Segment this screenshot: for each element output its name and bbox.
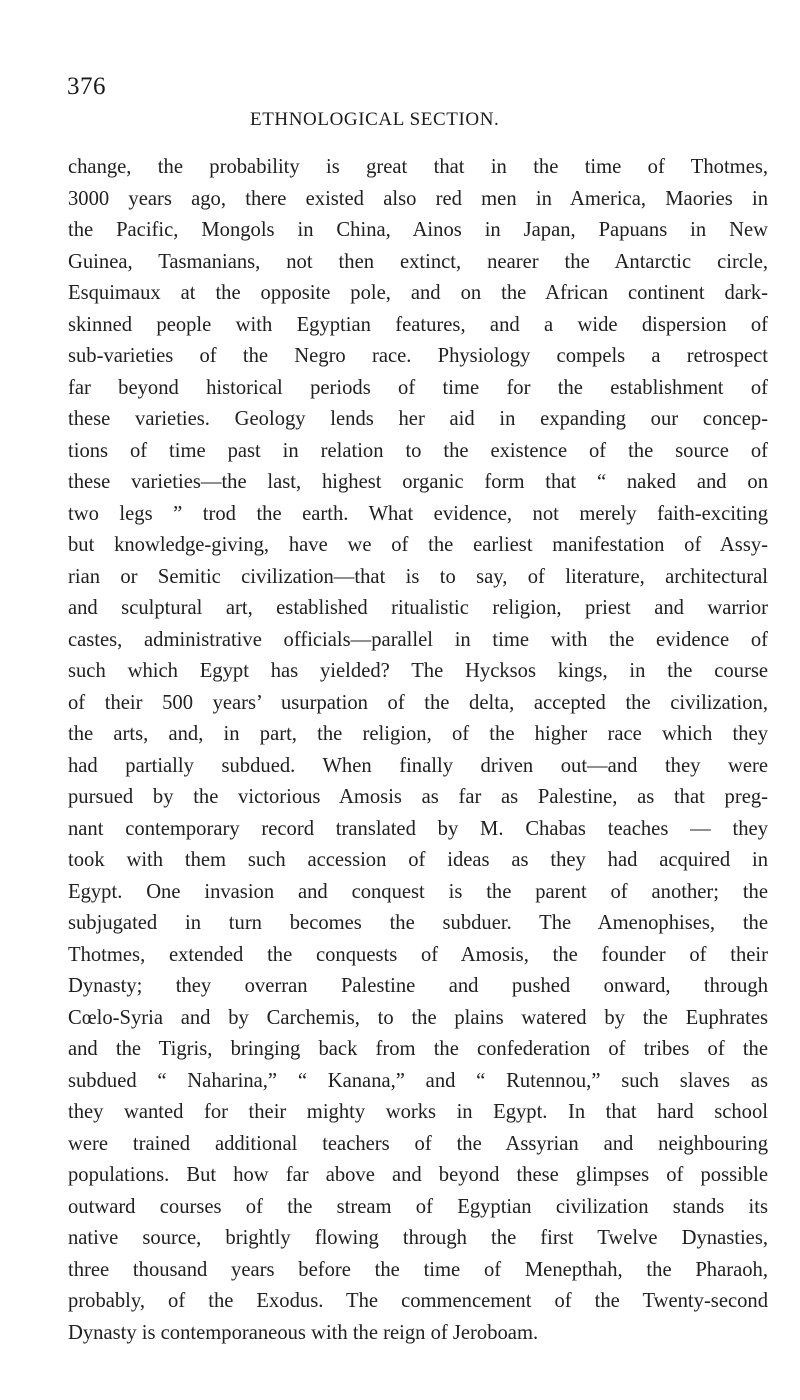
- text-line: Esquimaux at the opposite pole, and on the African continent dark-: [68, 282, 768, 304]
- text-line: and sculptural art, established ritualistic religion, priest and warrior: [68, 597, 768, 619]
- text-line: the arts, and, in part, the religion, of the higher race which they: [68, 723, 768, 745]
- text-line: castes, administrative officials—parallel in time with the evidence of: [68, 628, 768, 651]
- running-head: ETHNOLOGICAL SECTION.: [250, 109, 500, 130]
- text-line: tions of time past in relation to the existence of the source of: [68, 439, 768, 462]
- text-line: Thotmes, extended the conquests of Amosis, the founder of their: [68, 943, 768, 966]
- page-number: 376: [67, 73, 106, 100]
- text-line: had partially subdued. When finally driven out—and they were: [68, 754, 768, 777]
- text-line: far beyond historical periods of time for the establishment of: [68, 376, 768, 399]
- text-line: 3000 years ago, there existed also red men in America, Maories in: [68, 187, 768, 210]
- body-paragraph: [68, 152, 768, 1349]
- text-line: Dynasty is contemporaneous with the reign of Jeroboam.: [68, 1321, 539, 1344]
- text-line: these varieties—the last, highest organic form that “ naked and on: [68, 471, 768, 493]
- text-line: but knowledge-giving, have we of the earliest manifestation of Assy-: [68, 534, 768, 556]
- text-line: they wanted for their mighty works in Egypt. In that hard school: [68, 1101, 768, 1123]
- text-line: rian or Semitic civilization—that is to say, of literature, architectural: [68, 565, 768, 588]
- text-line: populations. But how far above and beyond these glimpses of possible: [68, 1164, 768, 1186]
- text-line: the Pacific, Mongols in China, Ainos in Japan, Papuans in New: [68, 219, 768, 241]
- text-line: three thousand years before the time of Menepthah, the Pharaoh,: [68, 1258, 768, 1281]
- text-line: outward courses of the stream of Egyptian civilization stands its: [68, 1195, 768, 1218]
- text-line: probably, of the Exodus. The commencement of the Twenty-second: [68, 1290, 768, 1312]
- text-line: skinned people with Egyptian features, and a wide dispersion of: [68, 313, 768, 336]
- text-line: Dynasty; they overran Palestine and pushed onward, through: [68, 975, 768, 997]
- text-line: subdued “ Naharina,” “ Kanana,” and “ Rutennou,” such slaves as: [68, 1069, 768, 1092]
- text-line: change, the probability is great that in the time of Thotmes,: [68, 156, 768, 178]
- text-line: subjugated in turn becomes the subduer. The Amenophises, the: [68, 912, 768, 934]
- text-line: took with them such accession of ideas as they had acquired in: [68, 849, 768, 871]
- text-line: of their 500 years’ usurpation of the delta, accepted the civilization,: [68, 691, 768, 714]
- text-line: sub-varieties of the Negro race. Physiology compels a retrospect: [68, 345, 768, 367]
- text-line: two legs ” trod the earth. What evidence, not merely faith-exciting: [68, 502, 768, 525]
- text-line: nant contemporary record translated by M. Chabas teaches — they: [68, 817, 768, 840]
- text-line: Egypt. One invasion and conquest is the parent of another; the: [68, 880, 768, 903]
- text-line: such which Egypt has yielded? The Hycksos kings, in the course: [68, 660, 768, 682]
- text-line: these varieties. Geology lends her aid in expanding our concep-: [68, 408, 768, 430]
- text-line: pursued by the victorious Amosis as far as Palestine, as that preg-: [68, 786, 768, 808]
- text-line: Cœlo-Syria and by Carchemis, to the plains watered by the Euphrates: [68, 1006, 768, 1029]
- text-line: were trained additional teachers of the Assyrian and neighbouring: [68, 1132, 768, 1155]
- text-line: and the Tigris, bringing back from the confederation of tribes of the: [68, 1038, 768, 1060]
- text-line: native source, brightly flowing through the first Twelve Dynasties,: [68, 1227, 768, 1249]
- text-line: Guinea, Tasmanians, not then extinct, nearer the Antarctic circle,: [68, 250, 768, 273]
